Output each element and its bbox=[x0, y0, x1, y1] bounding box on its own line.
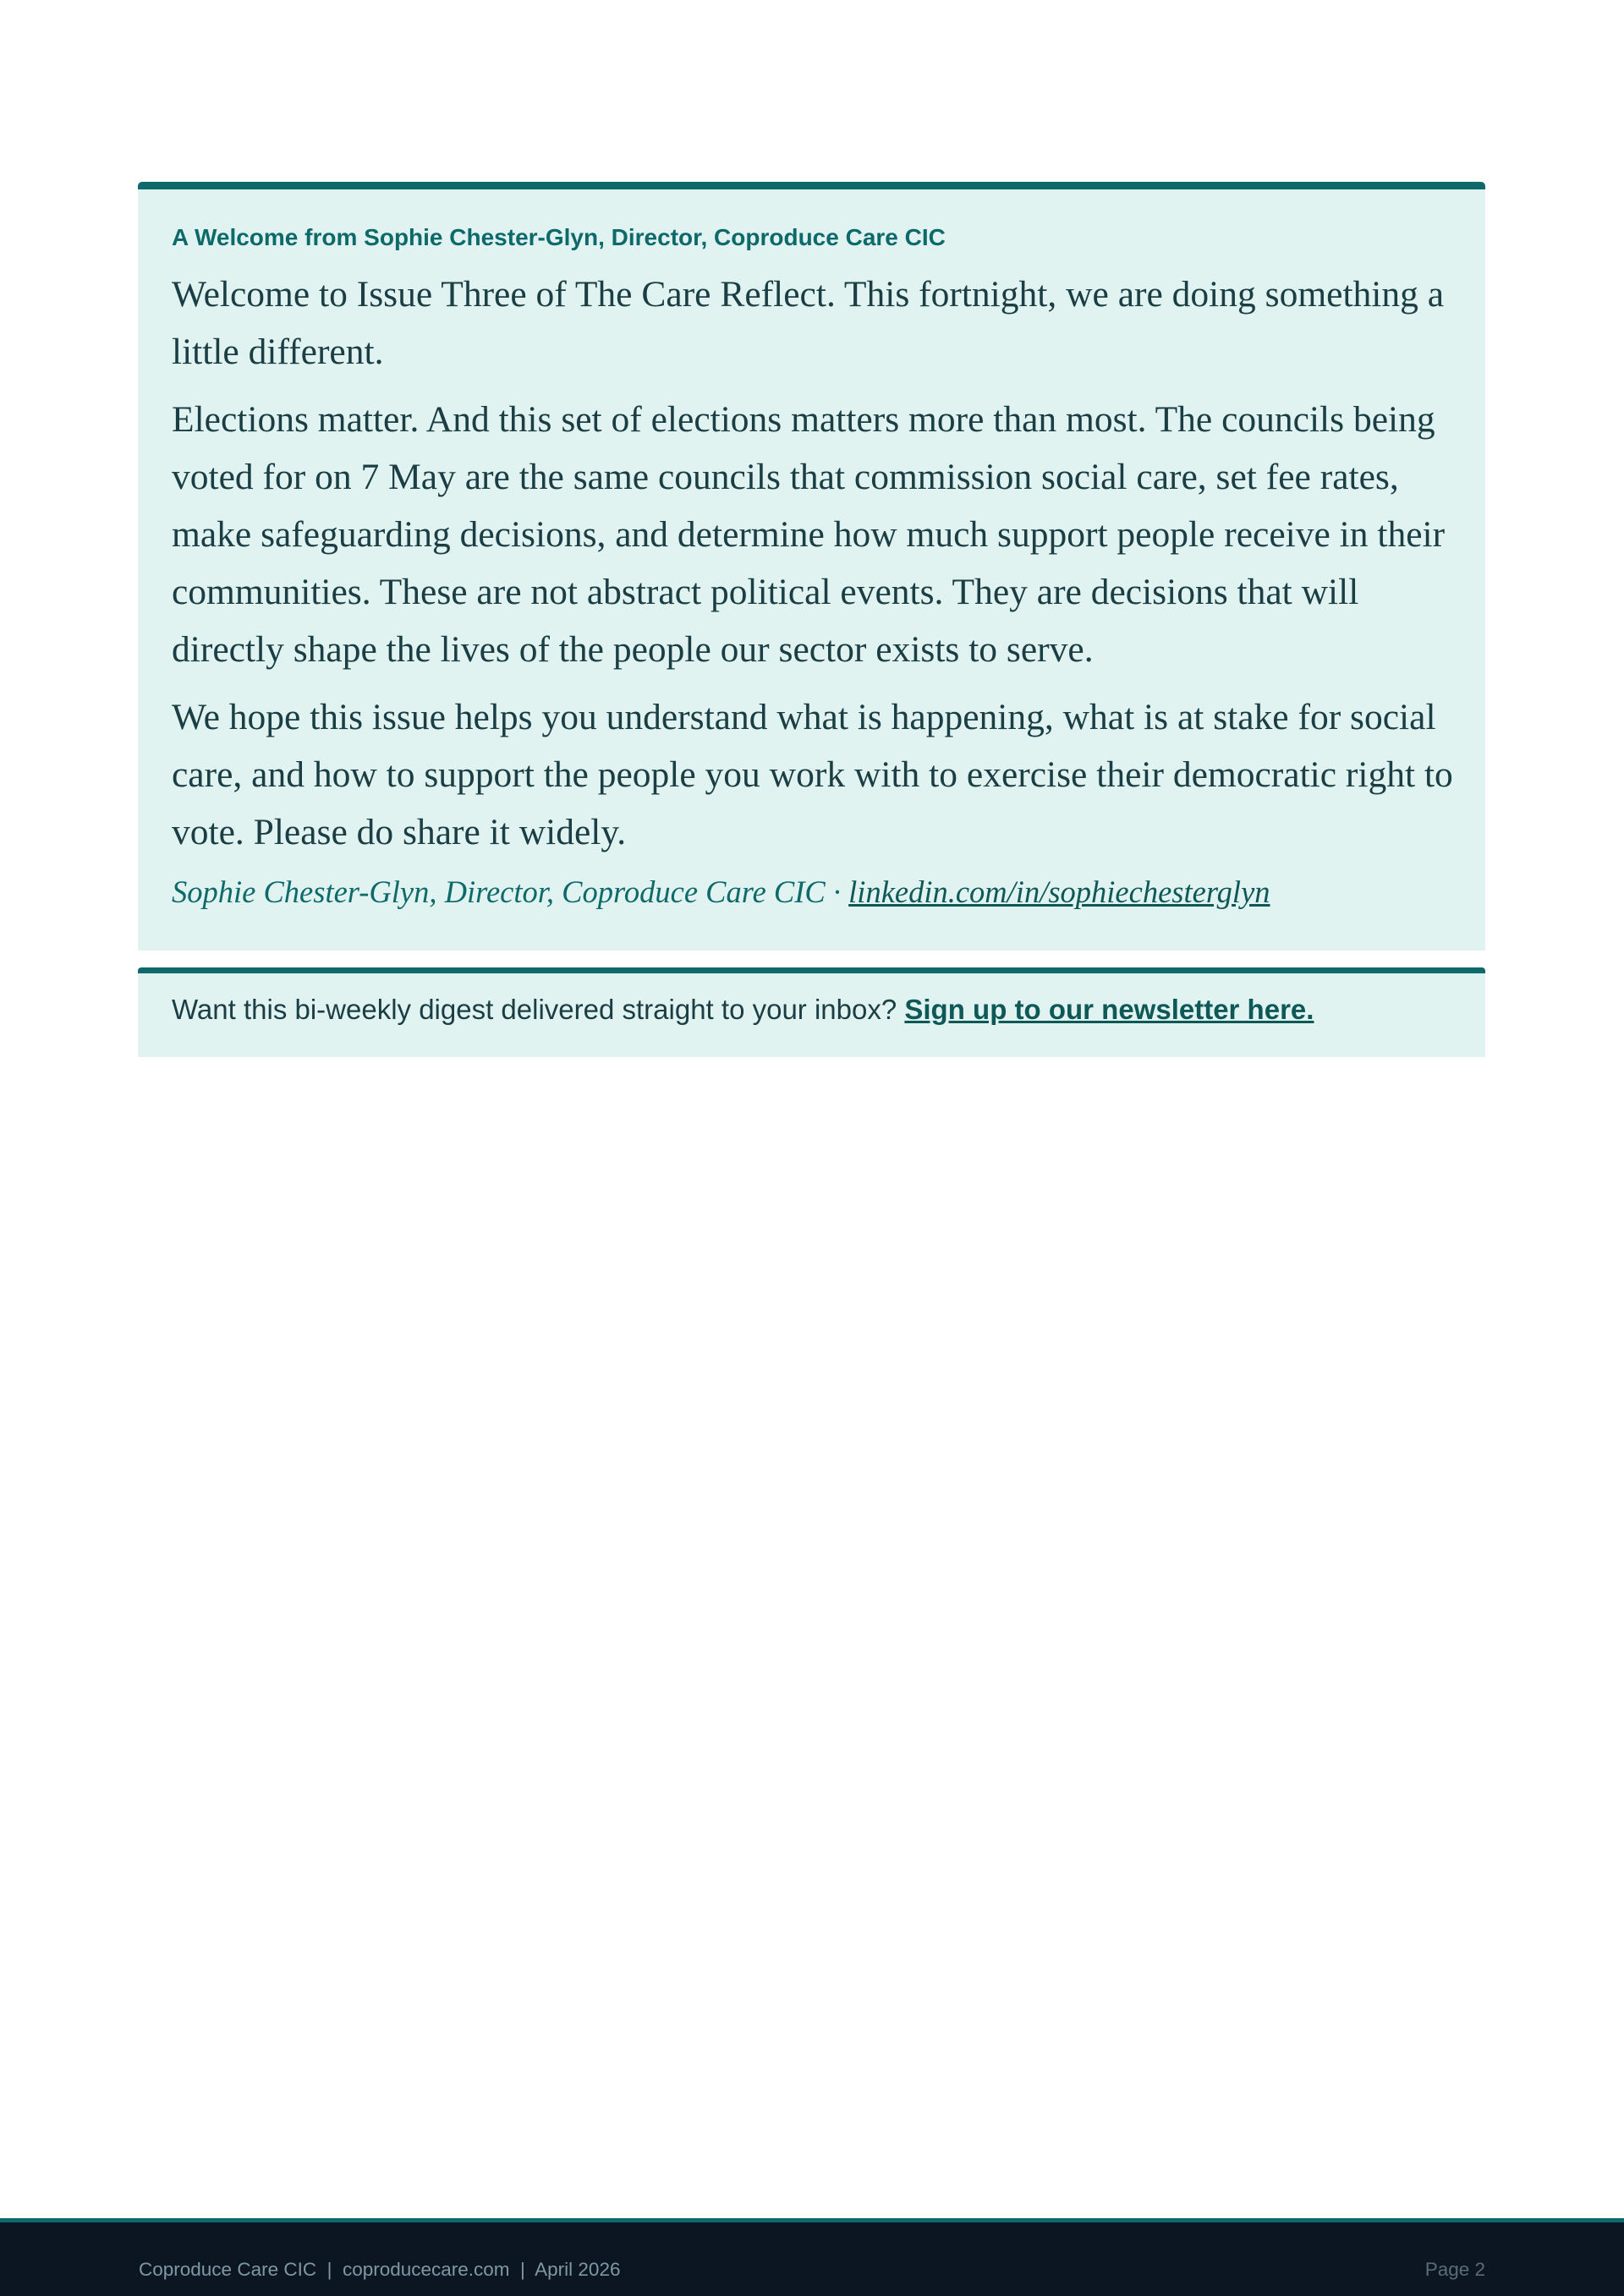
welcome-paragraph-2: Elections matter. And this set of elections matters more than most. The councils being voted for on 7 May are the same councils that commission social care, set fee rates, make safeguarding decisions, and determine how much support people receive in their communities. These are not abstract political events. They are decisions that will directly shape the lives of the people our sector exists to serve. bbox=[172, 399, 1446, 670]
newsletter-prompt: Want this bi-weekly digest delivered straight to your inbox? bbox=[172, 994, 897, 1025]
linkedin-link[interactable]: linkedin.com/in/sophiechesterglyn bbox=[848, 874, 1270, 909]
newsletter-section bbox=[138, 967, 1485, 1057]
welcome-heading: A Welcome from Sophie Chester-Glyn, Director, Coproduce Care CIC bbox=[172, 224, 946, 250]
newsletter-line bbox=[172, 993, 1468, 1027]
welcome-paragraph-1: Welcome to Issue Three of The Care Reflect. This fortnight, we are doing something a little different. bbox=[172, 274, 1445, 372]
signature-line bbox=[172, 874, 1453, 910]
newsletter-signup-link[interactable]: Sign up to our newsletter here. bbox=[904, 994, 1314, 1025]
page-footer bbox=[0, 2218, 1624, 2296]
welcome-section bbox=[138, 182, 1485, 951]
footer-info: Coproduce Care CIC | coproducecare.com | April 2026 bbox=[139, 2259, 621, 2280]
signature-separator: · bbox=[825, 874, 849, 909]
welcome-paragraph-3: We hope this issue helps you understand what is happening, what is at stake for social care, and how to support the people you work with to exercise their democratic right to vote. Please do share it widely. bbox=[172, 697, 1453, 852]
page-number: Page 2 bbox=[1424, 2259, 1485, 2280]
signature-name: Sophie Chester-Glyn, Director, Coproduce Care CIC bbox=[172, 874, 826, 909]
